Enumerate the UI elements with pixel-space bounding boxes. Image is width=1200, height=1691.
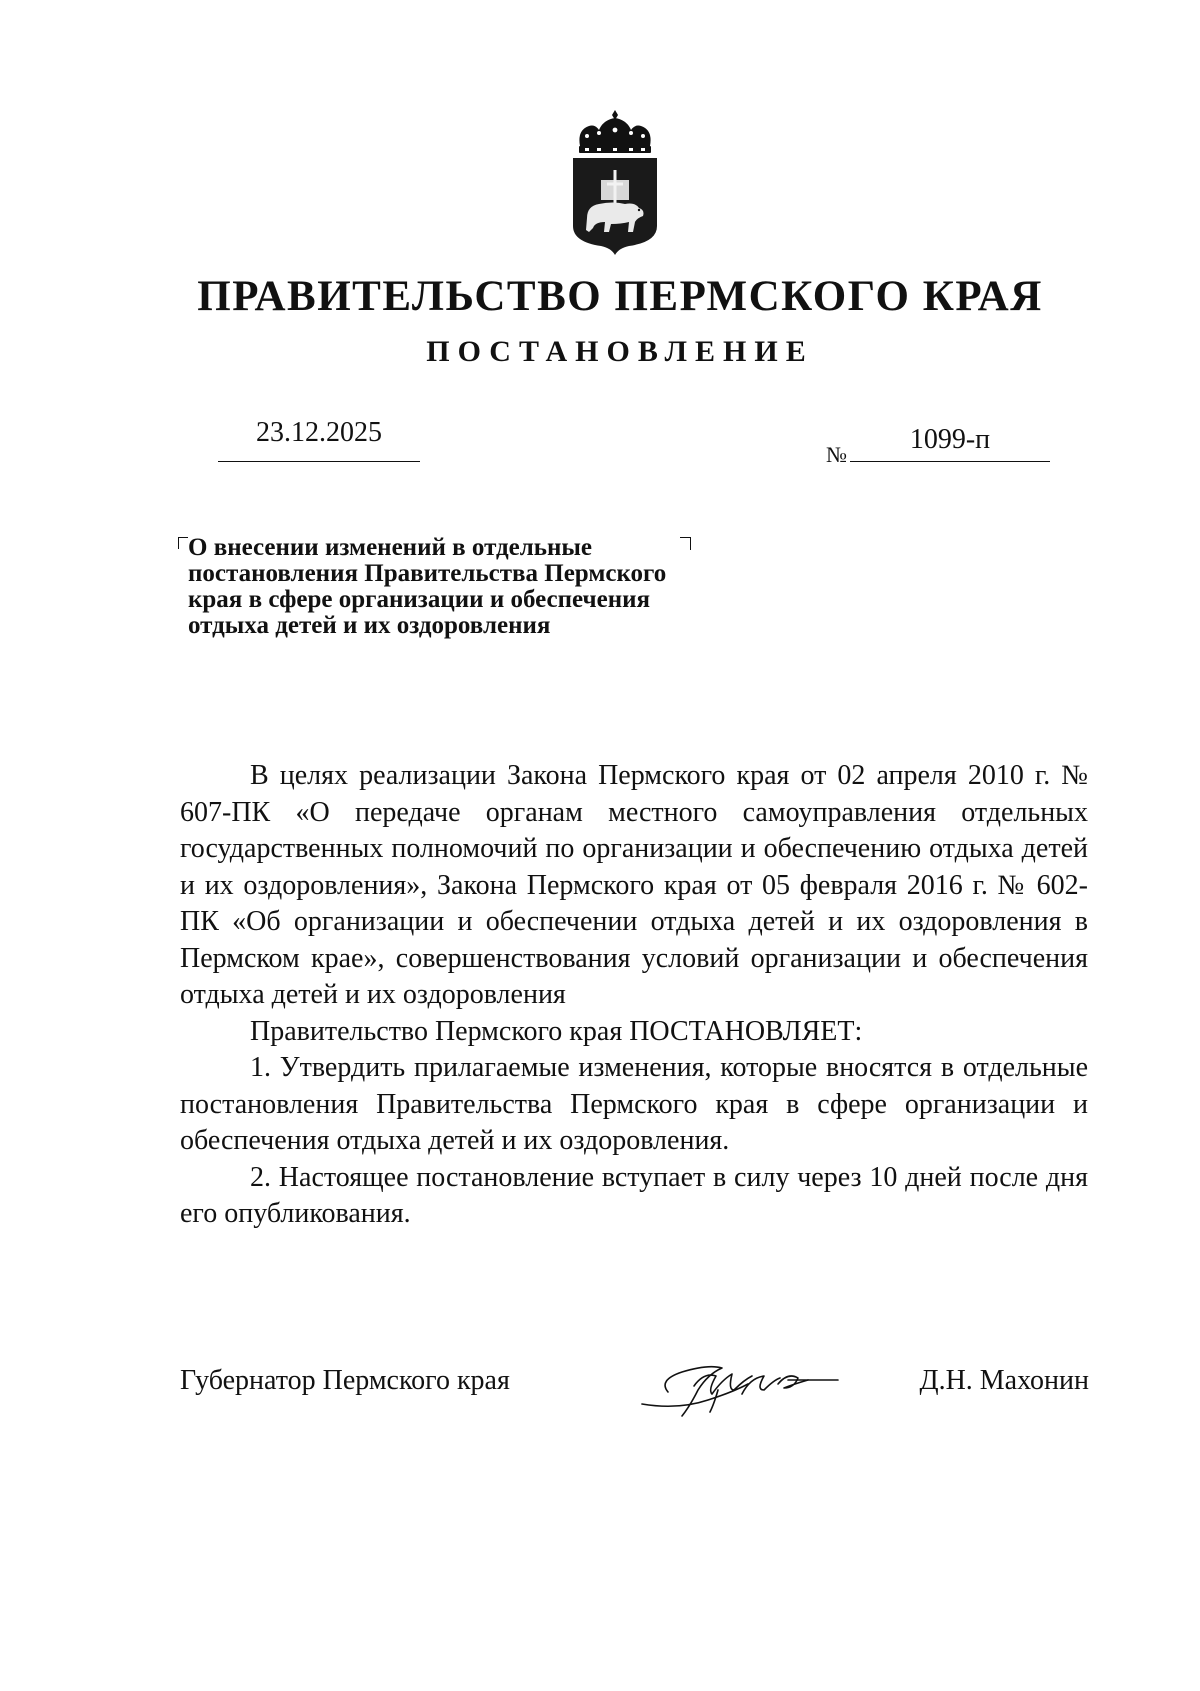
handwritten-signature: [638, 1350, 843, 1422]
document-type: ПОСТАНОВЛЕНИЕ: [426, 335, 814, 368]
coat-of-arms-icon: [565, 108, 665, 258]
body-paragraph: 1. Утвердить прилагаемые изменения, которые вносятся в отдельные постановления Правительства Пермского края в сфере организации и обеспечения отдыха детей и их оздоровления.: [180, 1052, 1088, 1156]
document-number: 1099-п: [909, 424, 991, 455]
subject-line: отдыха детей и их оздоровления: [188, 612, 551, 639]
body-paragraph: 2. Настоящее постановление вступает в силу через 10 дней после дня его опубликования.: [180, 1161, 1088, 1229]
body-paragraph: Правительство Пермского края ПОСТАНОВЛЯЕТ:: [250, 1015, 863, 1047]
signatory-title: Губернатор Пермского края: [180, 1365, 510, 1396]
body-paragraph: В целях реализации Закона Пермского края от 02 апреля 2010 г. № 607-ПК «О передаче органам местного самоуправления отдельных государственных полномочий по организации и обеспечению отдыха детей и их оздоровления», Закона Пермского края от 05 февраля 2016 г. № 602-ПК «Об организации и обеспечении отдыха детей и их оздоровления в Пермском крае», совершенствования условий организации и обеспечения отдыха детей и их оздоровления: [180, 760, 1088, 1010]
number-underline: [850, 461, 1050, 462]
organization-title: ПРАВИТЕЛЬСТВО ПЕРМСКОГО КРАЯ: [197, 273, 1043, 320]
date-underline: [218, 461, 420, 462]
document-subject: [188, 535, 748, 639]
subject-line: постановления Правительства Пермского: [188, 560, 667, 587]
signatory-name: Д.Н. Махонин: [919, 1365, 1089, 1396]
subject-line: О внесении изменений в отдельные: [188, 534, 593, 561]
document-date: 23.12.2025: [256, 417, 382, 448]
subject-line: края в сфере организации и обеспечения: [188, 586, 651, 613]
document-body: [180, 758, 1088, 1233]
subject-bracket-left: [178, 537, 188, 549]
number-label: №: [826, 442, 847, 467]
